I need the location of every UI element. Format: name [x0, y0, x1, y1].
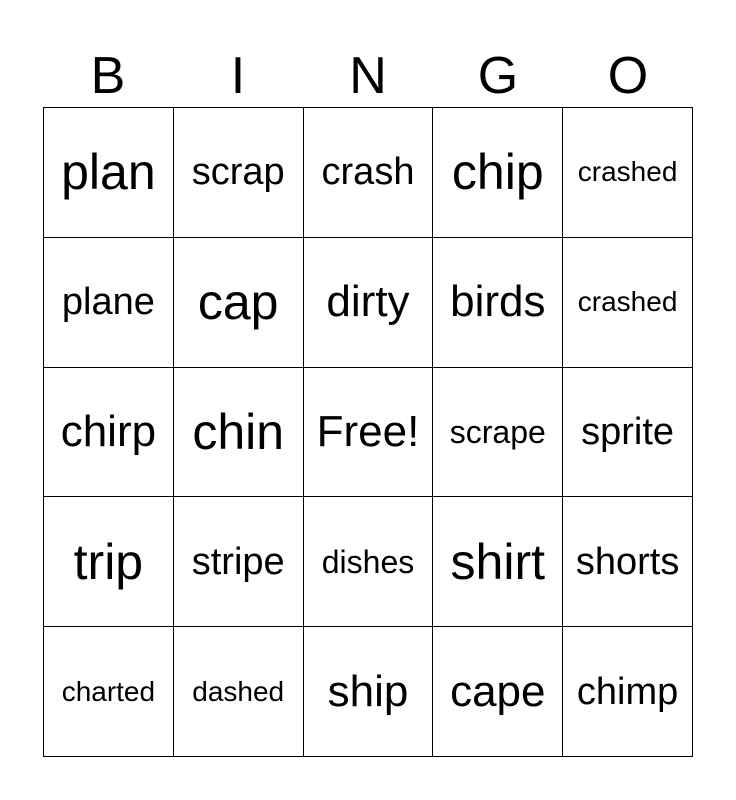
bingo-cell: plan — [44, 108, 174, 238]
header-letter-n: N — [349, 47, 387, 105]
bingo-cell: birds — [433, 238, 563, 368]
header-letter-o: O — [607, 47, 649, 105]
bingo-cell: scrap — [174, 108, 304, 238]
bingo-cell: ship — [304, 627, 434, 757]
bingo-cell: dashed — [174, 627, 304, 757]
header-letter-g: G — [477, 47, 519, 105]
bingo-cell: cape — [433, 627, 563, 757]
bingo-cell: crashed — [563, 108, 693, 238]
bingo-cell: crash — [304, 108, 434, 238]
header-letter-b: B — [90, 47, 126, 105]
bingo-cell: dirty — [304, 238, 434, 368]
bingo-cell: chirp — [44, 368, 174, 498]
bingo-cell: chin — [174, 368, 304, 498]
bingo-cell: cap — [174, 238, 304, 368]
bingo-cell: chip — [433, 108, 563, 238]
bingo-board — [43, 107, 693, 757]
bingo-cell: trip — [44, 497, 174, 627]
header-letter-i: I — [230, 47, 246, 105]
bingo-cell: plane — [44, 238, 174, 368]
bingo-cell: chimp — [563, 627, 693, 757]
bingo-cell: charted — [44, 627, 174, 757]
bingo-cell: dishes — [304, 497, 434, 627]
bingo-cell: scrape — [433, 368, 563, 498]
bingo-cell: sprite — [563, 368, 693, 498]
bingo-cell: stripe — [174, 497, 304, 627]
free-space: Free! — [304, 368, 434, 498]
bingo-cell: shorts — [563, 497, 693, 627]
bingo-header — [43, 44, 693, 108]
bingo-cell: crashed — [563, 238, 693, 368]
bingo-cell: shirt — [433, 497, 563, 627]
